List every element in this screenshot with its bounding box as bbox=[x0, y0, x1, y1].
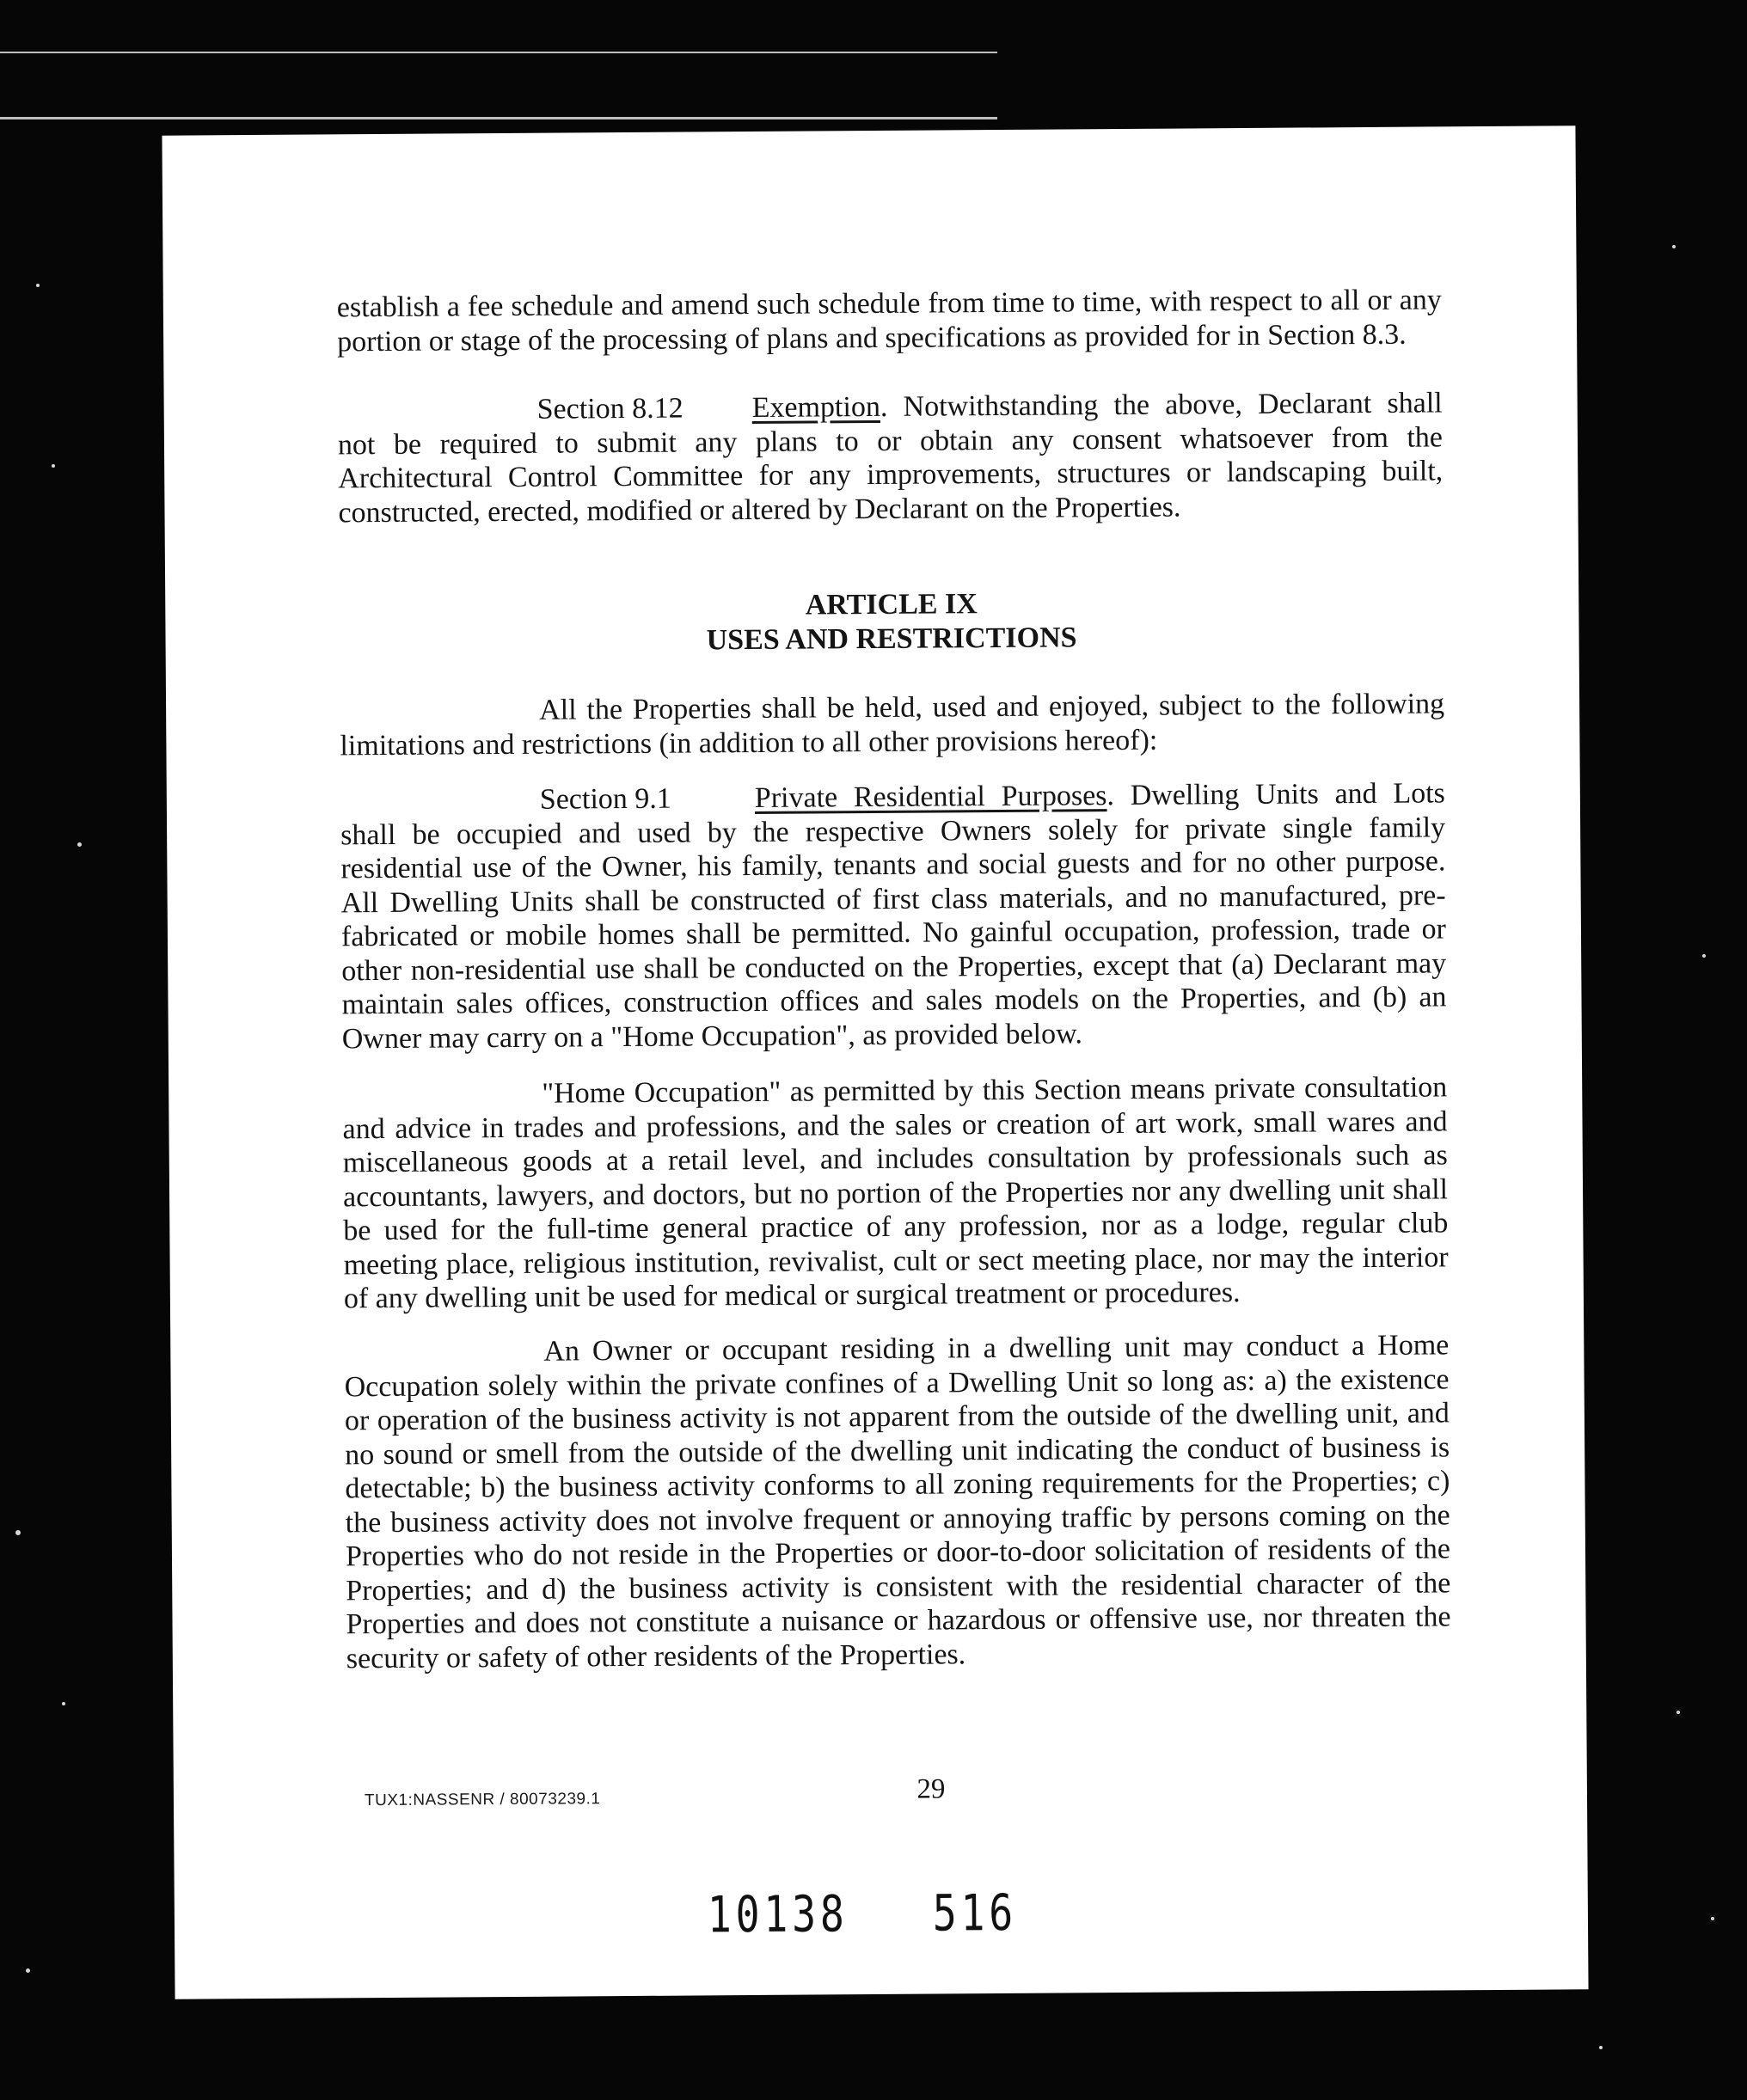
scan-speck bbox=[1599, 2046, 1603, 2049]
article-intro bbox=[340, 687, 1445, 762]
paragraph-fee-schedule: establish a fee schedule and amend such schedule from time to time, with respect to all or any portion or stage of the processing of plans and specifications as provided for in Section 8.3. bbox=[336, 284, 1442, 358]
section-title: Private Residential Purposes bbox=[754, 780, 1107, 814]
scan-artifact-line bbox=[0, 52, 997, 53]
article-title: USES AND RESTRICTIONS bbox=[706, 621, 1077, 657]
scan-speck bbox=[1677, 1711, 1680, 1714]
home-occupation-text: "Home Occupation" as permitted by this Section means private consultation and advice in trades and professions, and the sales or creation of art work, small wares and miscellaneous goods at a retail level, and includes consultation by professionals such as accountants, lawyers, and doctors, but no portion of the Properties nor any dwelling unit shall be used for the full-time general practice of any profession, nor as a lodge, regular club meeting place, religious institution, revivalist, cult or sect meeting place, nor may the interior of any dwelling unit be used for medical or surgical treatment or procedures. bbox=[342, 1071, 1449, 1315]
scan-speck bbox=[1672, 245, 1676, 248]
section-body: . Notwithstanding the above, Declarant shall not be required to submit any plans to or obtain any consent whatsoever from the Architectural Control Committee for any improvements, structures or landscaping built, constructed, erected, modified or altered by Declarant on the Properties. bbox=[337, 387, 1444, 529]
document-page bbox=[162, 126, 1588, 1999]
paragraph-home-occupation bbox=[342, 1070, 1449, 1315]
scan-speck bbox=[52, 464, 55, 468]
scan-speck bbox=[36, 284, 40, 287]
stamp-book-number: 10138 bbox=[707, 1884, 849, 1944]
scan-speck bbox=[1702, 954, 1706, 958]
section-number: Section 9.1 bbox=[539, 782, 671, 816]
article-number: ARTICLE IX bbox=[805, 588, 978, 621]
section-title: Exemption bbox=[751, 390, 881, 424]
scan-speck bbox=[62, 1702, 65, 1705]
section-9-1 bbox=[340, 776, 1447, 1056]
owner-occupant-text: An Owner or occupant residing in a dwelling unit may conduct a Home Occupation solely within the private confines of a Dwelling Unit so long as: a) the existence or operation of the business activity is not apparent from the outside of the dwelling unit, and no sound or smell from the outside of the dwelling unit indicating the conduct of business is detectable; b) the business activity conforms to all zoning requirements for the Properties; c) the business activity does not involve frequent or annoying traffic by persons coming on the Properties who do not reside in the Properties or door-to-door solicitation of residents of the Properties; and d) the business activity is consistent with the residential character of the Properties and does not constitute a nuisance or hazardous or offensive use, nor threaten the security or safety of other residents of the Properties. bbox=[344, 1329, 1451, 1674]
footer-document-code: TUX1:NASSENR / 80073239.1 bbox=[364, 1790, 601, 1810]
section-body: . Dwelling Units and Lots shall be occupied and used by the respective Owners solely for private single family residential use of the Owner, his family, tenants and social guests and for no other purpose. All Dwelling Units shall be constructed of first class materials, and no manufactured, pre-fabricated or mobile homes shall be permitted. No gainful occupation, profession, trade or other non-residential use shall be conducted on the Properties, except that (a) Declarant may maintain sales offices, construction offices and sales models on the Properties, and (b) an Owner may carry on a "Home Occupation", as provided below. bbox=[340, 777, 1447, 1055]
page-number: 29 bbox=[916, 1773, 946, 1805]
scan-speck bbox=[15, 1530, 21, 1535]
scan-speck bbox=[77, 842, 82, 847]
section-number: Section 8.12 bbox=[536, 392, 683, 426]
scan-speck bbox=[26, 1968, 30, 1973]
stamp-page-number: 516 bbox=[932, 1883, 1018, 1943]
section-8-12 bbox=[338, 386, 1444, 530]
scan-speck bbox=[1711, 1917, 1714, 1920]
scan-artifact-line bbox=[0, 117, 997, 119]
paragraph-owner-occupant bbox=[344, 1328, 1451, 1675]
recording-stamp bbox=[708, 1883, 1018, 1944]
intro-text: All the Properties shall be held, used and enjoyed, subject to the following limitations and restrictions (in addition to all other provisions hereof): bbox=[340, 688, 1445, 762]
